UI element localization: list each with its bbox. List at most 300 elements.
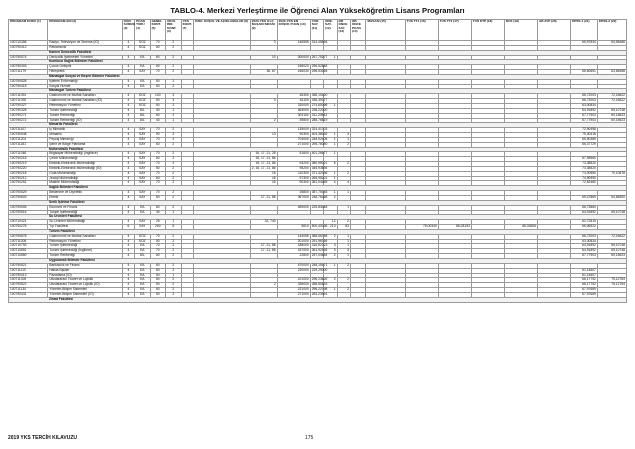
table-cell: SÖZ	[135, 41, 151, 46]
table-cell: 361,92935	[311, 248, 328, 253]
table-cell: 4	[122, 94, 134, 99]
table-cell: 100711179	[9, 70, 48, 75]
table-cell: 271000	[277, 142, 310, 147]
column-header: AB AYP (20)	[537, 20, 570, 41]
table-cell: 1	[337, 254, 350, 259]
table-cell: 100790276	[9, 225, 48, 230]
column-header: TUS TT1 (16)	[405, 20, 438, 41]
column-header: YKS KONT. (7)	[181, 20, 193, 41]
table-cell: SÖZ	[135, 94, 151, 99]
table-cell: 2	[166, 70, 182, 75]
table-cell: 100790219	[9, 162, 48, 167]
table-cell: 2	[337, 171, 350, 176]
table-cell: 30	[150, 210, 166, 215]
table-cell: SÖZ	[135, 234, 151, 239]
table-cell: 1	[324, 288, 337, 293]
table-cell: 213	[324, 225, 337, 230]
table-cell: 4	[122, 196, 134, 201]
table-cell: Bankacılık ve Finans	[48, 263, 122, 268]
table-cell: 100710421	[9, 220, 48, 225]
table-cell: EA	[135, 244, 151, 249]
table-cell: 469000	[277, 205, 310, 210]
table-cell: 67,95560	[571, 157, 598, 162]
programs-table	[8, 19, 627, 303]
table-cell: 60	[150, 205, 166, 210]
table-cell: 339000	[277, 283, 310, 288]
table-cell: 2	[166, 137, 182, 142]
table-cell: 283,23961	[311, 291, 328, 296]
table-cell: 72,16622	[597, 94, 626, 99]
table-cell: 93200	[277, 162, 310, 167]
table-cell: 100790529	[9, 191, 48, 196]
table-cell: 4	[122, 118, 134, 123]
table-cell: 351,04459	[311, 180, 328, 185]
table-cell: 271000	[277, 292, 310, 297]
table-cell: 2	[166, 157, 182, 162]
footer-label: 2019 YKS TERCİH KILAVUZU	[8, 435, 77, 441]
table-cell: 4	[122, 210, 134, 215]
table-cell: 60	[150, 55, 166, 60]
table-cell: 16, 17, 21, 28	[250, 152, 277, 157]
table-cell: Elektrik-Elektronik Mühendisliği	[48, 162, 122, 167]
table-cell: 1	[324, 176, 337, 181]
table-cell: 2	[166, 152, 182, 157]
page-number: 175	[305, 435, 314, 441]
table-cell: 50	[150, 166, 166, 171]
table-cell: 100790603	[9, 196, 48, 201]
table-cell: EA	[135, 288, 151, 293]
table-cell: 4	[122, 166, 134, 171]
table-cell: 4	[122, 191, 134, 196]
table-cell: 3	[337, 249, 350, 254]
table-cell: 4	[122, 288, 134, 293]
column-header: OB ÖNCE SAY. (13)	[337, 20, 350, 41]
table-cell: 4	[122, 268, 134, 273]
table-cell: 60,15623	[597, 113, 626, 118]
table-cell: 4	[122, 273, 134, 278]
table-cell: 17, 21, 86	[250, 196, 277, 201]
table-cell: 4	[122, 152, 134, 157]
table-cell: 288,76519	[311, 117, 328, 122]
table-cell: 1	[324, 191, 337, 196]
faculty-name: Sağlık Bilimleri Fakültesi	[9, 186, 627, 191]
column-header: GENEL KONT. (5)	[150, 20, 166, 41]
page-title: TABLO-4. Merkezi Yerleştirme ile Öğrenci Alan Yükseköğretim Lisans Programları	[170, 6, 465, 15]
table-cell: 50	[150, 283, 166, 288]
table-cell: 6	[122, 225, 134, 230]
table-cell: 60	[150, 196, 166, 201]
table-cell: 65,10748	[597, 249, 626, 254]
table-cell: 70,10678	[597, 171, 626, 176]
table-cell: SÖZ	[135, 103, 151, 108]
table-cell: 65,97834	[571, 41, 598, 46]
table-cell: Yönetim Bilişim Sistemleri	[48, 288, 122, 293]
table-cell: 51600	[277, 152, 310, 157]
table-cell: 100790522	[9, 283, 48, 288]
table-cell: 2	[166, 84, 182, 89]
table-cell: 2	[166, 249, 182, 254]
table-cell: 66,28193	[438, 225, 471, 230]
table-cell: 67,97689	[571, 288, 598, 293]
table-cell: 90	[150, 133, 166, 138]
table-cell: 310000	[277, 103, 310, 108]
table-cell: 4	[122, 113, 134, 118]
table-cell: 64,91892	[571, 244, 598, 249]
table-cell: 60	[150, 142, 166, 147]
table-cell: 66,72003	[571, 94, 598, 99]
column-header: TUS KTP (18)	[471, 20, 504, 41]
table-cell: 100790528	[9, 79, 48, 84]
table-cell: 2	[166, 191, 182, 196]
table-cell: 100790516	[9, 210, 48, 215]
table-cell: 2, 16, 17, 21, 86	[251, 165, 276, 170]
table-cell: 4	[337, 181, 350, 186]
table-cell: 303100	[277, 113, 310, 118]
table-cell: Bilgisayar Mühendisliği (İngilizce)	[48, 152, 122, 157]
table-cell: 16	[250, 176, 277, 181]
table-cell: 100790251	[9, 181, 48, 186]
table-cell: Halkla İlişkiler	[48, 268, 122, 273]
table-cell: 2	[166, 103, 182, 108]
table-cell: EA	[135, 55, 151, 60]
table-cell: Tıp Fakültesi	[48, 225, 122, 230]
table-cell: 4	[122, 162, 134, 167]
table-cell: 2	[166, 292, 182, 297]
table-cell: 238,22000	[311, 107, 328, 112]
table-cell: 2	[166, 268, 182, 273]
table-cell: Radyo, Televizyon ve Sinema (İÖ)	[48, 41, 122, 46]
faculty-name: Kumluca Sağlık Bilimleri Fakültesi	[9, 60, 627, 65]
table-cell: Turizm Rehberliği	[48, 113, 122, 118]
table-cell: 4	[122, 45, 134, 50]
table-cell: 2	[166, 234, 182, 239]
column-header: OB ÖNCE PUAN (14)	[350, 20, 366, 41]
column-header: PUAN TÜRÜ (4)	[135, 20, 151, 41]
table-cell: 220000	[277, 268, 310, 273]
table-cell: 1	[337, 234, 350, 239]
table-cell: 2	[166, 288, 182, 293]
table-cell: 64,84800	[597, 196, 626, 201]
table-cell: 70	[150, 137, 166, 142]
table-cell: 60	[150, 263, 166, 268]
table-cell: 72,90498	[571, 128, 598, 133]
table-cell: 100790303	[9, 65, 48, 70]
table-cell: 40	[150, 108, 166, 113]
table-cell: 221000	[277, 278, 310, 283]
table-cell: 4	[122, 137, 134, 142]
table-cell: 704000	[277, 137, 310, 142]
table-cell: 3	[166, 99, 182, 104]
table-cell: Ebelik	[48, 196, 122, 201]
table-cell: 2	[166, 166, 182, 171]
table-cell: 100711092	[9, 99, 48, 104]
table-cell: 345,93894	[311, 165, 328, 170]
table-cell: 95200	[277, 166, 310, 171]
table-cell: 100711134	[9, 288, 48, 293]
table-body	[9, 41, 627, 303]
table-cell: 70	[150, 162, 166, 167]
table-cell: 63,84658	[597, 70, 626, 75]
table-cell: 25	[150, 220, 166, 225]
table-cell: EA	[135, 84, 151, 89]
table-cell: 70	[150, 244, 166, 249]
table-cell: 61,14607	[571, 268, 598, 273]
table-cell: 1	[324, 171, 337, 176]
table-cell: 32, 740	[250, 220, 277, 225]
table-cell: 4	[122, 244, 134, 249]
table-cell: 4	[122, 220, 134, 225]
table-cell: EA	[135, 79, 151, 84]
table-cell: Gıda Mühendisliği	[48, 171, 122, 176]
table-cell: Hemşirelik	[48, 70, 122, 75]
table-cell: 4	[122, 254, 134, 259]
table-cell: 3	[337, 133, 350, 138]
table-cell: 146555	[277, 41, 310, 46]
table-cell: 1	[324, 133, 337, 138]
table-cell: 4	[122, 70, 134, 75]
table-cell: 50	[150, 99, 166, 104]
table-cell: Gastronomi ve Mutfak Sanatları	[48, 94, 122, 99]
table-cell: 16, 17, 21, 86	[250, 162, 277, 167]
table-cell: 4	[122, 103, 134, 108]
table-cell: Yönetim Bilişim Sistemleri (İÖ)	[48, 292, 122, 297]
table-cell: 380,95021	[311, 161, 328, 166]
table-cell: İç Mimarlık	[48, 128, 122, 133]
table-cell: 70	[150, 70, 166, 75]
table-cell: 70	[150, 171, 166, 176]
table-cell: 1	[166, 273, 182, 278]
table-cell: 4	[122, 278, 134, 283]
table-cell: 1	[337, 205, 350, 210]
table-cell: 65,90389	[571, 137, 598, 142]
table-cell: 2	[166, 55, 182, 60]
table-cell: SAY	[135, 220, 151, 225]
table-cell: 1	[166, 108, 182, 113]
table-cell: 90300	[277, 181, 310, 186]
table-cell: 83	[337, 225, 350, 230]
table-cell: 74,90990	[571, 176, 598, 181]
table-cell: 201000	[277, 239, 310, 244]
table-cell: Elektrik-Elektronik Mühendisliği (İÖ)	[48, 166, 122, 171]
table-cell: 265,95201	[311, 175, 328, 180]
table-cell: SAY	[135, 176, 151, 181]
table-cell: 2	[337, 142, 350, 147]
table-cell: 100790505	[9, 205, 48, 210]
table-cell: 4	[122, 205, 134, 210]
table-cell: 4	[122, 249, 134, 254]
table-cell: 3	[166, 94, 182, 99]
table-cell: 45300	[277, 94, 310, 99]
faculty-name: Su Ürünleri Fakültesi	[9, 215, 627, 220]
table-cell: 1	[337, 191, 350, 196]
table-cell: 16, 17, 21, 86	[250, 157, 277, 162]
column-header: MASASI (15)	[366, 20, 405, 41]
table-cell: 60	[150, 288, 166, 293]
table-cell: 3	[166, 133, 182, 138]
table-cell: 4	[122, 157, 134, 162]
faculty-name: Serik İşletme Fakültesi	[9, 200, 627, 205]
table-cell: 296,52848	[311, 64, 328, 69]
table-cell: SAY	[135, 157, 151, 162]
table-cell: 100710851	[9, 249, 48, 254]
table-cell: 75,12764	[597, 283, 626, 288]
table-cell: Peyzaj Mimarlığı	[48, 137, 122, 142]
table-cell: 2	[250, 283, 277, 288]
table-cell: 100711181	[9, 142, 48, 147]
column-header: 2020-YKS ILLÇ BAŞARI SIRASI (9)	[250, 20, 277, 41]
table-cell: 67,97689	[571, 292, 598, 297]
table-cell: 1	[166, 118, 182, 123]
table-cell: 5810	[277, 225, 310, 230]
table-cell: 4	[122, 292, 134, 297]
table-cell: 1	[324, 103, 337, 108]
table-cell: 65,10748	[597, 210, 626, 215]
table-cell: 60,15623	[597, 254, 626, 259]
table-cell: 60	[150, 176, 166, 181]
table-cell: 64,91892	[571, 210, 598, 215]
table-cell: 70	[150, 191, 166, 196]
table-cell: 1	[337, 244, 350, 249]
table-cell: 1	[324, 152, 337, 157]
table-cell: 100710356	[9, 41, 48, 46]
table-cell: 2	[166, 65, 182, 70]
table-cell: 2	[166, 181, 182, 186]
table-cell: EA	[135, 249, 151, 254]
table-cell: 50	[150, 292, 166, 297]
table-cell: SAY	[135, 162, 151, 167]
table-cell: 2	[337, 162, 350, 167]
table-cell: 60	[150, 84, 166, 89]
table-cell: 100710860	[9, 254, 48, 259]
table-cell: 60,15623	[597, 118, 626, 123]
table-cell: Gastronomi ve Mutfak Sanatları	[48, 234, 122, 239]
table-cell: 371,42336	[311, 170, 328, 175]
table-cell: 404,38092	[311, 132, 328, 137]
table-cell: 3	[324, 244, 337, 249]
table-cell: 68,33606	[504, 225, 537, 230]
table-cell: Denizcilik İşletmeleri Yönetimi	[48, 55, 122, 60]
table-cell: 156020	[277, 65, 310, 70]
faculty-name: Uygulamalı Bilimler Fakültesi	[9, 258, 627, 263]
table-cell: Turizm İşletmeciliği	[48, 108, 122, 113]
table-cell: 2	[166, 283, 182, 288]
table-cell: SAY	[135, 133, 151, 138]
table-cell: 336,39077	[311, 98, 328, 103]
table-cell: 2	[166, 244, 182, 249]
table-cell: Turizm Rehberliği (İÖ)	[48, 118, 122, 123]
table-cell: 100790216	[9, 157, 48, 162]
column-header: TUS TT2 (17)	[438, 20, 471, 41]
table-cell: 70	[150, 181, 166, 186]
table-cell: Beslenme ve Diyetetik	[48, 191, 122, 196]
table-cell: 388,56758	[311, 233, 328, 238]
faculty-name: Manavgat Sosyal ve Beşeri Bilimler Fakültesi	[9, 74, 627, 79]
table-cell: 2	[166, 142, 182, 147]
table-cell: 100790521	[9, 263, 48, 268]
table-cell: 60	[150, 45, 166, 50]
table-cell: 100711046	[9, 152, 48, 157]
table-cell: 110300	[277, 171, 310, 176]
column-header: 2020-YKS EN DÜŞÜK PUAN (10)	[277, 20, 310, 41]
column-header: ÖĞR. SÜRESİ (3)	[122, 20, 134, 41]
table-cell: 13	[250, 133, 277, 138]
table-cell: 60	[150, 157, 166, 162]
table-cell: 17, 21, 86	[250, 249, 277, 254]
table-cell: Çevre Mühendisliği	[48, 157, 122, 162]
table-cell: 311,20963	[311, 112, 328, 117]
table-cell: 60	[150, 254, 166, 259]
table-cell: 1	[324, 142, 337, 147]
table-cell: 4	[122, 133, 134, 138]
table-cell: Turizm İşletmeciliği (İngilizce)	[48, 249, 122, 254]
table-cell: 66,17792	[571, 278, 598, 283]
table-cell: DİL	[135, 113, 151, 118]
table-cell: 12	[324, 220, 337, 225]
table-cell: 2	[166, 263, 182, 268]
column-header: KPSS-2 (22)	[597, 20, 626, 41]
table-cell: 3	[324, 249, 337, 254]
column-header: ÖDE. SAY. (12)	[324, 20, 337, 41]
table-cell: 64,91892	[571, 249, 598, 254]
table-cell: 66,37729	[571, 142, 598, 147]
table-cell: 4	[122, 84, 134, 89]
table-cell: Gastronomi ve Mutfak Sanatları (İÖ)	[48, 99, 122, 104]
table-cell: 4	[122, 128, 134, 133]
table-cell: 2	[166, 41, 182, 46]
table-cell: 4	[122, 108, 134, 113]
table-cell: 75,30416	[571, 133, 598, 138]
table-cell: 60	[150, 268, 166, 273]
table-cell: 316,52223	[311, 243, 328, 248]
table-cell: Turizm İşletmeciliği	[48, 244, 122, 249]
table-cell: 66,06522	[571, 225, 598, 230]
table-cell: 100790431	[9, 292, 48, 297]
table-cell: DİL	[135, 254, 151, 259]
table-cell: 470000	[277, 263, 310, 268]
table-cell: 72,16622	[597, 99, 626, 104]
table-cell: 2	[166, 45, 182, 50]
faculty-name: Kamen Denizcilik Fakültesi	[9, 50, 627, 55]
table-cell: 100711110	[9, 268, 48, 273]
table-cell: EA	[135, 292, 151, 297]
table-cell: 100790413	[9, 273, 48, 278]
table-cell: 66,60651	[571, 70, 598, 75]
table-cell: 100790328	[9, 108, 48, 113]
table-cell: 100711026	[9, 278, 48, 283]
table-cell: 100790220	[9, 166, 48, 171]
table-cell: 2	[337, 220, 350, 225]
column-header: PROGRAM ADI (2)	[48, 20, 122, 41]
table-cell: 6	[324, 162, 337, 167]
table-cell: Jeoloji Mühendisliği	[48, 176, 122, 181]
table-cell: Uluslararası Ticaret ve Lojistik (İÖ)	[48, 283, 122, 288]
table-cell: 50	[150, 273, 166, 278]
table-cell: 387,75345	[311, 190, 328, 195]
table-cell: EA	[135, 283, 151, 288]
table-cell: 50	[150, 79, 166, 84]
table-cell: 100711005	[9, 239, 48, 244]
table-cell: 2	[166, 205, 182, 210]
table-cell: 60	[150, 113, 166, 118]
column-header: OKUL BİR. KONT. (6)	[166, 20, 182, 41]
table-cell: 2	[166, 113, 182, 118]
table-cell: EA	[135, 205, 151, 210]
table-cell: EA	[135, 263, 151, 268]
faculty-section-row	[9, 297, 627, 302]
table-cell: 4	[122, 283, 134, 288]
table-cell: 4	[122, 176, 134, 181]
table-cell: 4	[122, 263, 134, 268]
